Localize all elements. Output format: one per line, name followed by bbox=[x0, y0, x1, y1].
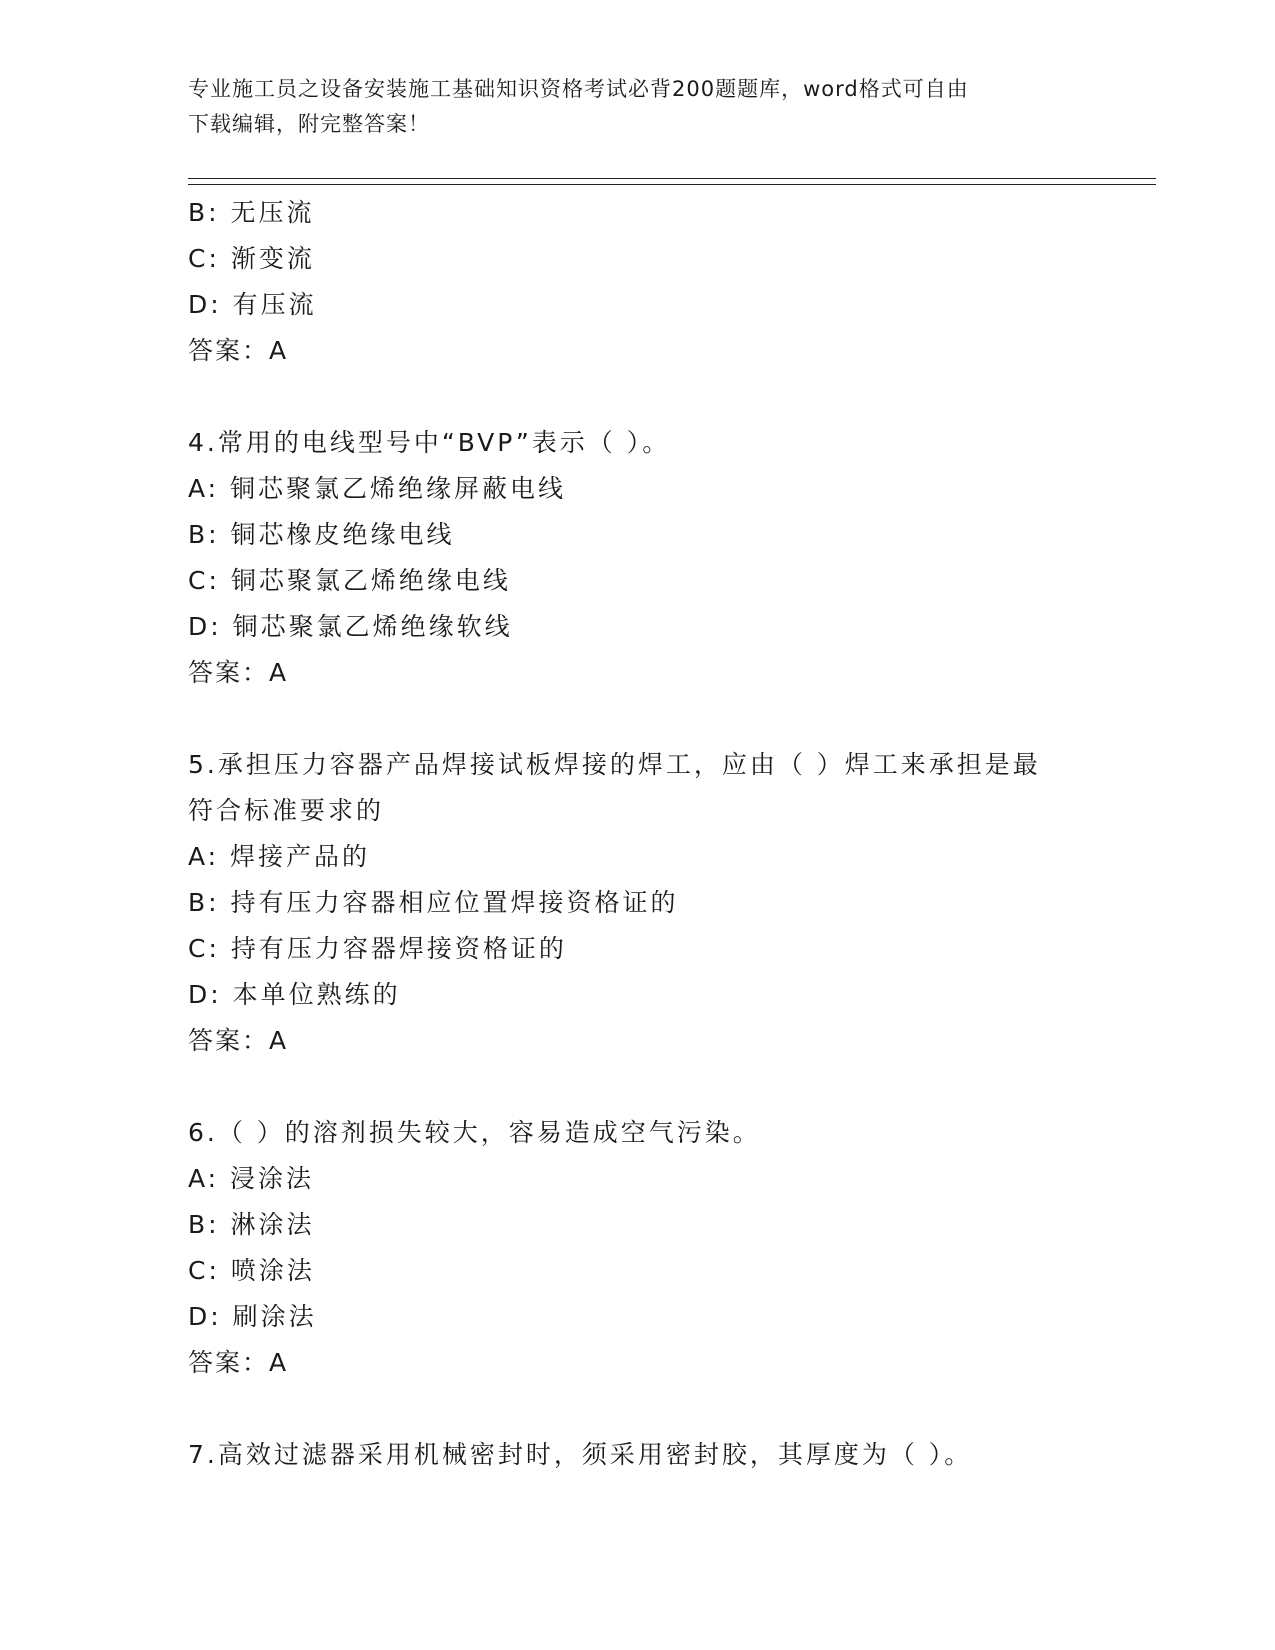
option-a: A: 浸涂法 bbox=[188, 1164, 315, 1193]
option-c: C: 铜芯聚氯乙烯绝缘电线 bbox=[188, 566, 511, 595]
option-c: C: 持有压力容器焊接资格证的 bbox=[188, 934, 567, 963]
question-text-line-2: 符合标准要求的 bbox=[188, 796, 385, 825]
option-a: A: 焊接产品的 bbox=[188, 842, 371, 871]
question-text: 4.常用的电线型号中“BVP”表示（ ）。 bbox=[188, 428, 671, 457]
header-title-line-2: 下载编辑，附完整答案！ bbox=[188, 112, 430, 136]
answer: 答案：A bbox=[188, 658, 289, 687]
question-5 bbox=[188, 742, 1088, 1064]
spacer bbox=[188, 1386, 1088, 1432]
header-divider-bottom bbox=[188, 184, 1156, 185]
header-title-line-1: 专业施工员之设备安装施工基础知识资格考试必背200题题库，word格式可自由 bbox=[188, 77, 969, 101]
answer: 答案：A bbox=[188, 336, 289, 365]
document-header bbox=[188, 72, 1088, 142]
option-b: B: 持有压力容器相应位置焊接资格证的 bbox=[188, 888, 679, 917]
answer: 答案：A bbox=[188, 1348, 289, 1377]
option-c: C: 喷涂法 bbox=[188, 1256, 315, 1285]
option-d: D: 本单位熟练的 bbox=[188, 980, 401, 1009]
option-d: D: 有压流 bbox=[188, 290, 317, 319]
question-7 bbox=[188, 1432, 1088, 1478]
question-list bbox=[188, 190, 1088, 1478]
option-c: C: 渐变流 bbox=[188, 244, 315, 273]
option-d: D: 铜芯聚氯乙烯绝缘软线 bbox=[188, 612, 513, 641]
spacer bbox=[188, 1064, 1088, 1110]
question-4 bbox=[188, 420, 1088, 696]
header-divider-top bbox=[188, 178, 1156, 179]
option-d: D: 刷涂法 bbox=[188, 1302, 317, 1331]
option-b: B: 无压流 bbox=[188, 198, 315, 227]
option-a: A: 铜芯聚氯乙烯绝缘屏蔽电线 bbox=[188, 474, 567, 503]
question-6 bbox=[188, 1110, 1088, 1386]
spacer bbox=[188, 374, 1088, 420]
option-b: B: 铜芯橡皮绝缘电线 bbox=[188, 520, 455, 549]
question-3-tail bbox=[188, 190, 1088, 374]
answer: 答案：A bbox=[188, 1026, 289, 1055]
question-text-line-1: 5.承担压力容器产品焊接试板焊接的焊工，应由（ ）焊工来承担是最 bbox=[188, 750, 1041, 779]
question-text: 7.高效过滤器采用机械密封时，须采用密封胶，其厚度为（ ）。 bbox=[188, 1440, 973, 1469]
spacer bbox=[188, 696, 1088, 742]
option-b: B: 淋涂法 bbox=[188, 1210, 315, 1239]
question-text: 6.（ ）的溶剂损失较大，容易造成空气污染。 bbox=[188, 1118, 761, 1147]
